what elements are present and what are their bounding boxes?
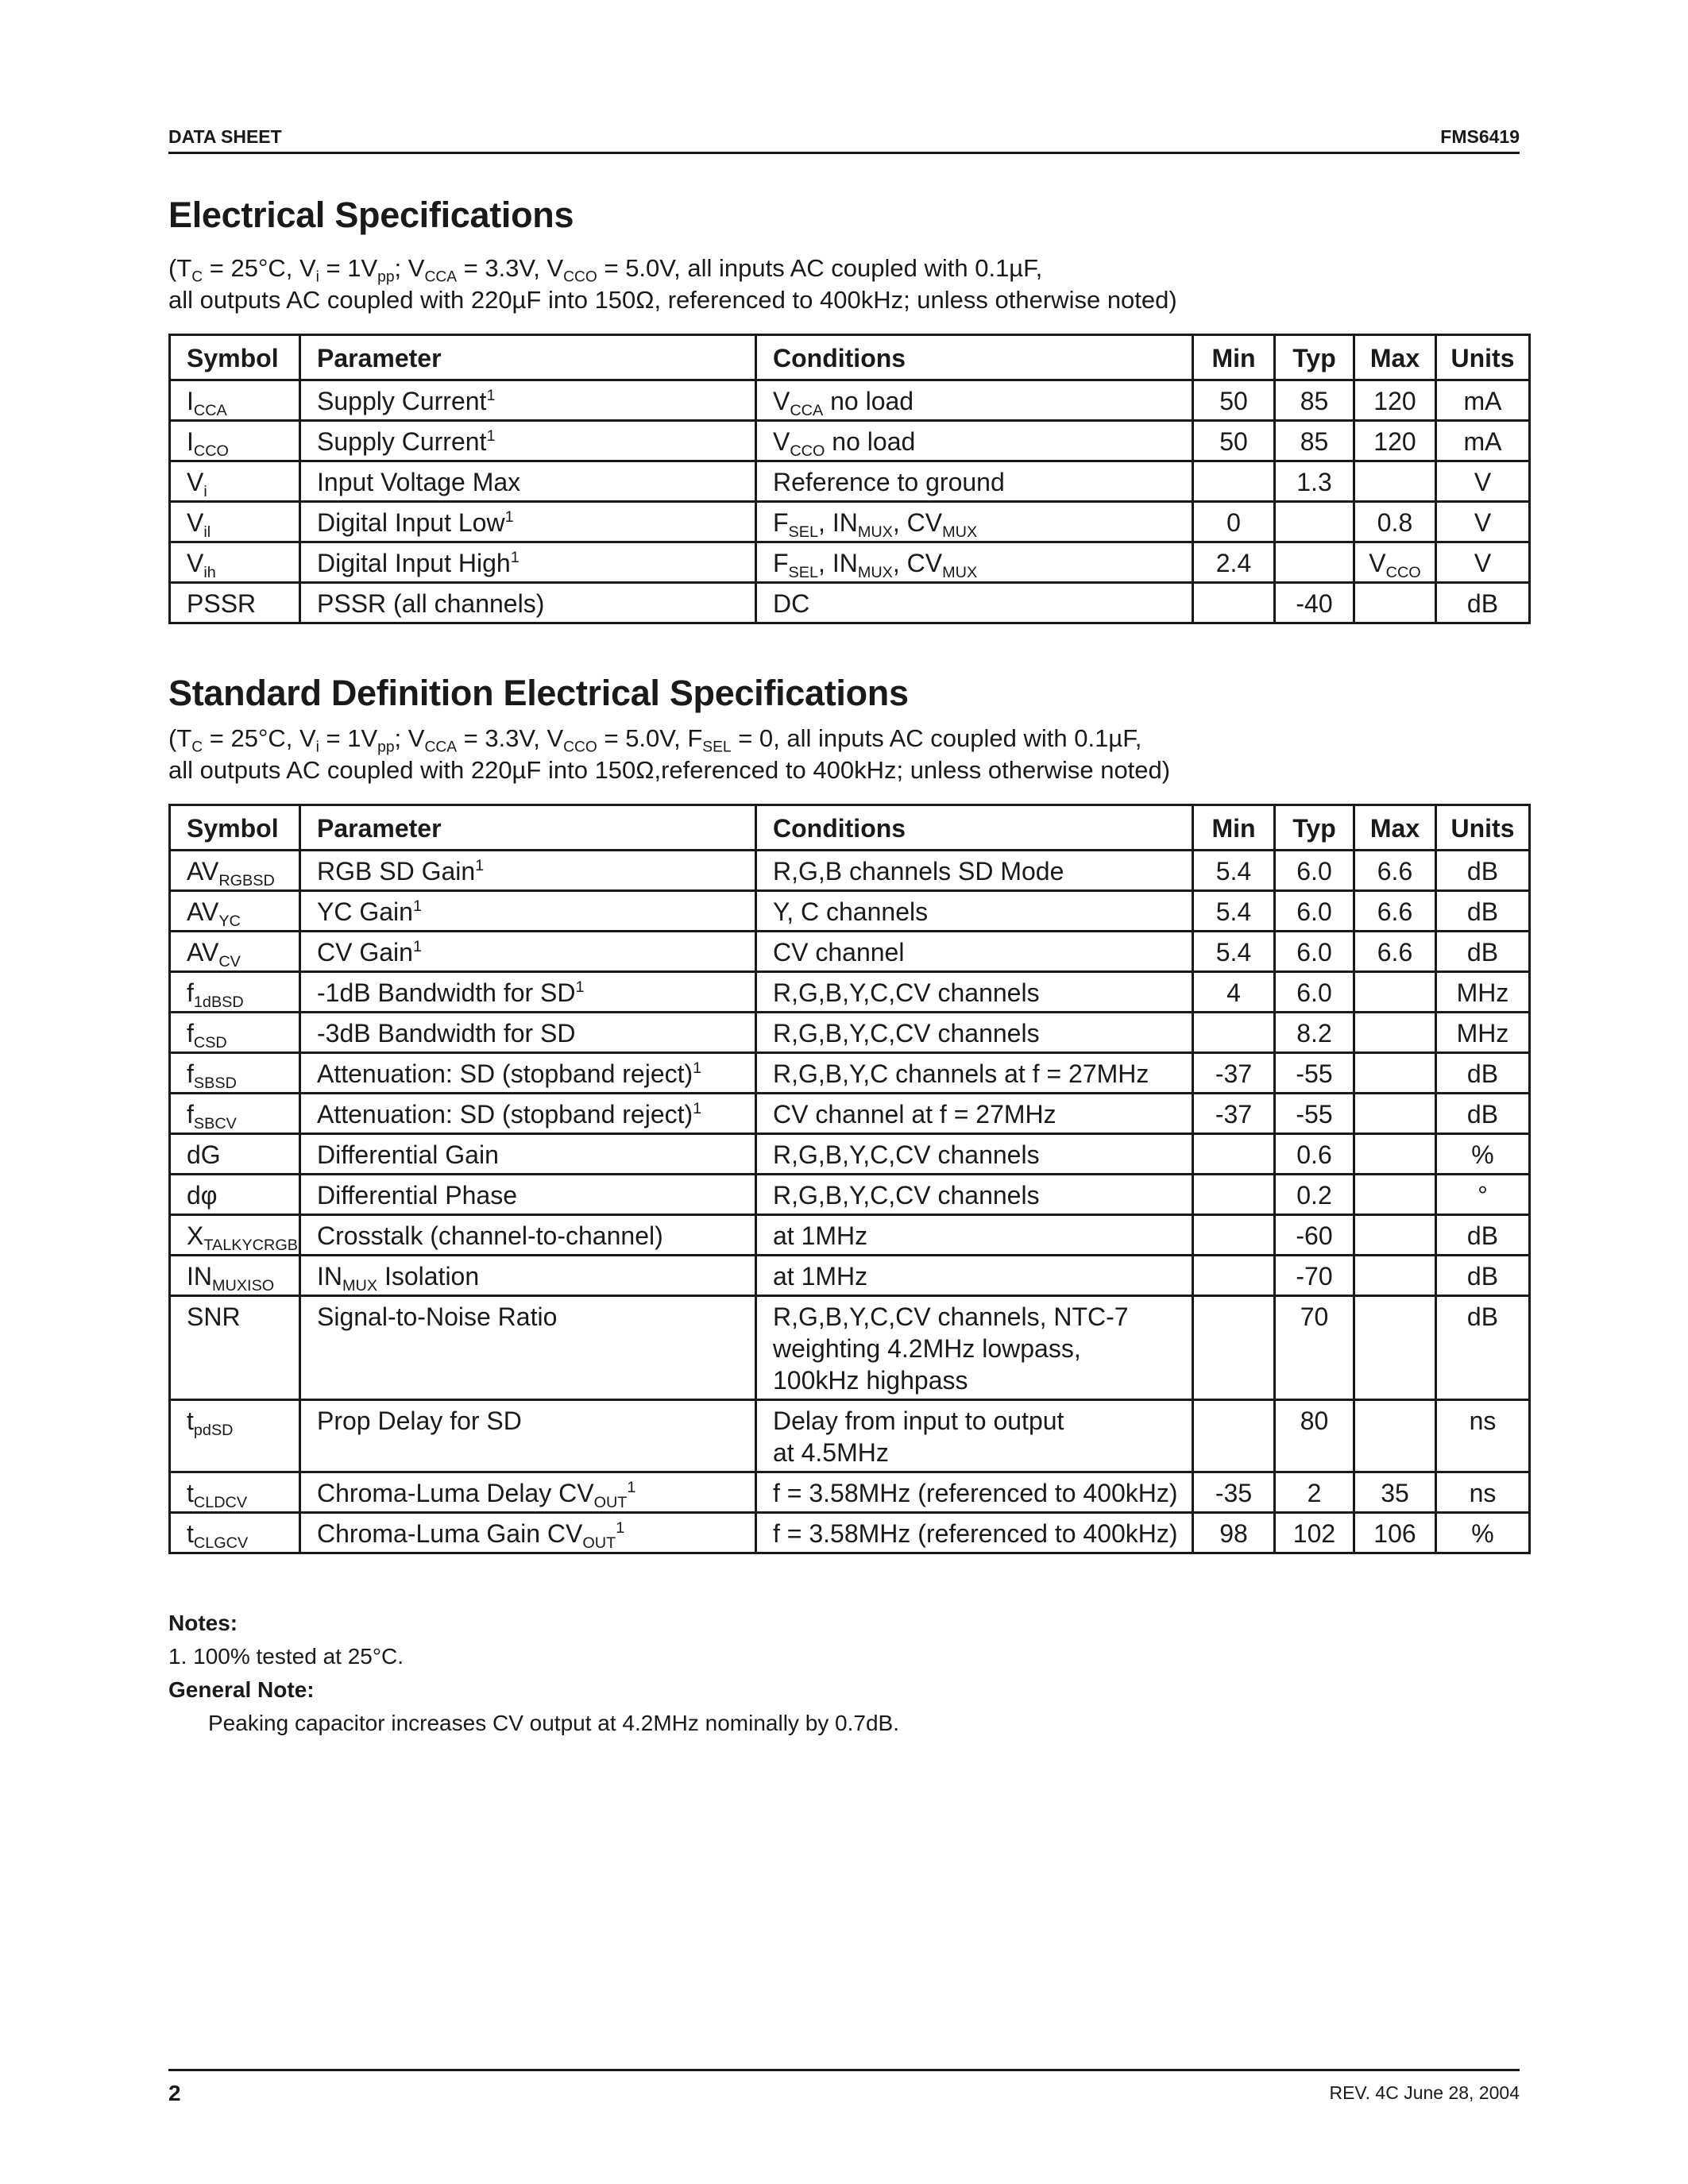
table-row: [170, 502, 1530, 542]
col-units: Units: [1436, 335, 1530, 380]
parameter-cell: PSSR (all channels): [300, 583, 756, 623]
parameter-cell: Chroma-Luma Delay $CV_{OUT}^1$: [300, 1472, 756, 1513]
min-cell: 50: [1193, 421, 1275, 461]
conditions-cell: Reference to ground: [756, 461, 1193, 502]
page-footer: [168, 2069, 1520, 2105]
section2-title: Standard Definition Electrical Specifications: [168, 673, 909, 713]
max-cell: 6.6: [1354, 891, 1436, 932]
col-parameter: Parameter: [300, 335, 756, 380]
symbol-cell: $X_{TALKYCRGB}$: [170, 1215, 300, 1256]
min-cell: [1193, 1296, 1275, 1400]
units-cell: dB: [1436, 851, 1530, 891]
max-cell: 6.6: [1354, 932, 1436, 972]
parameter-cell: Supply Current$^1$: [300, 380, 756, 421]
min-cell: -35: [1193, 1472, 1275, 1513]
units-cell: °: [1436, 1175, 1530, 1215]
parameter-cell: YC Gain$^1$: [300, 891, 756, 932]
table-row: [170, 1296, 1530, 1400]
units-cell: dB: [1436, 1256, 1530, 1296]
typ-cell: 85: [1275, 380, 1354, 421]
units-cell: dB: [1436, 1053, 1530, 1094]
typ-cell: -40: [1275, 583, 1354, 623]
units-cell: V: [1436, 461, 1530, 502]
conditions-cell: R,G,B,Y,C,CV channels: [756, 972, 1193, 1013]
max-cell: [1354, 1256, 1436, 1296]
min-cell: 5.4: [1193, 932, 1275, 972]
table-row: [170, 932, 1530, 972]
conditions-cell: R,G,B,Y,C,CV channels, NTC-7 weighting 4.2MHz lowpass, 100kHz highpass: [756, 1296, 1193, 1400]
section2-conditions: [168, 723, 1170, 786]
units-cell: %: [1436, 1134, 1530, 1175]
table-row: [170, 421, 1530, 461]
col-typ: Typ: [1275, 805, 1354, 851]
conditions-cell: CV channel at f = 27MHz: [756, 1094, 1193, 1134]
section1-title: Electrical Specifications: [168, 195, 574, 235]
min-cell: 5.4: [1193, 891, 1275, 932]
units-cell: dB: [1436, 583, 1530, 623]
conditions-cell: R,G,B,Y,C,CV channels: [756, 1134, 1193, 1175]
units-cell: mA: [1436, 380, 1530, 421]
conditions-cell: CV channel: [756, 932, 1193, 972]
conditions-cell: R,G,B,Y,C,CV channels: [756, 1175, 1193, 1215]
symbol-cell: $t_{CLDCV}$: [170, 1472, 300, 1513]
header-doc-type: DATA SHEET: [168, 126, 282, 147]
units-cell: MHz: [1436, 1013, 1530, 1053]
electrical-spec-table: [168, 334, 1531, 624]
symbol-cell: $AV_{CV}$: [170, 932, 300, 972]
typ-cell: -60: [1275, 1215, 1354, 1256]
table-header-row: [170, 335, 1530, 380]
col-max: Max: [1354, 335, 1436, 380]
max-cell: 106: [1354, 1513, 1436, 1553]
units-cell: V: [1436, 502, 1530, 542]
symbol-cell: $I_{CCO}$: [170, 421, 300, 461]
symbol-cell: dφ: [170, 1175, 300, 1215]
symbol-cell: $AV_{RGBSD}$: [170, 851, 300, 891]
units-cell: %: [1436, 1513, 1530, 1553]
min-cell: [1193, 1256, 1275, 1296]
max-cell: [1354, 1013, 1436, 1053]
table-row: [170, 1513, 1530, 1553]
table-row: [170, 542, 1530, 583]
typ-cell: 6.0: [1275, 851, 1354, 891]
max-cell: [1354, 972, 1436, 1013]
table-row: [170, 851, 1530, 891]
min-cell: -37: [1193, 1094, 1275, 1134]
min-cell: 4: [1193, 972, 1275, 1013]
min-cell: -37: [1193, 1053, 1275, 1094]
max-cell: 120: [1354, 380, 1436, 421]
max-cell: [1354, 461, 1436, 502]
min-cell: [1193, 1400, 1275, 1472]
symbol-cell: dG: [170, 1134, 300, 1175]
units-cell: ns: [1436, 1400, 1530, 1472]
typ-cell: 80: [1275, 1400, 1354, 1472]
table-row: [170, 1256, 1530, 1296]
parameter-cell: Prop Delay for SD: [300, 1400, 756, 1472]
max-cell: [1354, 1215, 1436, 1256]
parameter-cell: $IN_{MUX}$ Isolation: [300, 1256, 756, 1296]
table-row: [170, 972, 1530, 1013]
typ-cell: 102: [1275, 1513, 1354, 1553]
symbol-cell: PSSR: [170, 583, 300, 623]
col-max: Max: [1354, 805, 1436, 851]
max-cell: 6.6: [1354, 851, 1436, 891]
units-cell: V: [1436, 542, 1530, 583]
symbol-cell: $t_{pdSD}$: [170, 1400, 300, 1472]
typ-cell: 6.0: [1275, 932, 1354, 972]
conditions-cell: $V_{CCA}$ no load: [756, 380, 1193, 421]
revision-date: REV. 4C June 28, 2004: [1329, 2082, 1520, 2103]
units-cell: dB: [1436, 1094, 1530, 1134]
conditions-cell: f = 3.58MHz (referenced to 400kHz): [756, 1513, 1193, 1553]
typ-cell: -55: [1275, 1053, 1354, 1094]
symbol-cell: SNR: [170, 1296, 300, 1400]
min-cell: 2.4: [1193, 542, 1275, 583]
max-cell: 0.8: [1354, 502, 1436, 542]
symbol-cell: $t_{CLGCV}$: [170, 1513, 300, 1553]
parameter-cell: RGB SD Gain$^1$: [300, 851, 756, 891]
conditions-cell: Y, C channels: [756, 891, 1193, 932]
col-symbol: Symbol: [170, 335, 300, 380]
parameter-cell: Digital Input Low$^1$: [300, 502, 756, 542]
typ-cell: 2: [1275, 1472, 1354, 1513]
symbol-cell: $f_{1dBSD}$: [170, 972, 300, 1013]
max-cell: [1354, 1134, 1436, 1175]
symbol-cell: $V_i$: [170, 461, 300, 502]
parameter-cell: Digital Input High$^1$: [300, 542, 756, 583]
condition-line: all outputs AC coupled with 220µF into 150Ω,referenced to 400kHz; unless otherwise noted): [168, 756, 1171, 784]
col-units: Units: [1436, 805, 1530, 851]
table-row: [170, 1400, 1530, 1472]
typ-cell: [1275, 502, 1354, 542]
units-cell: ns: [1436, 1472, 1530, 1513]
symbol-cell: $f_{SBCV}$: [170, 1094, 300, 1134]
units-cell: dB: [1436, 1215, 1530, 1256]
parameter-cell: Differential Phase: [300, 1175, 756, 1215]
min-cell: 5.4: [1193, 851, 1275, 891]
col-typ: Typ: [1275, 335, 1354, 380]
page-number: 2: [168, 2081, 181, 2105]
parameter-cell: -1dB Bandwidth for $SD^1$: [300, 972, 756, 1013]
table-row: [170, 583, 1530, 623]
parameter-cell: Crosstalk (channel-to-channel): [300, 1215, 756, 1256]
conditions-cell: $F_{SEL}$, $IN_{MUX}$, $CV_{MUX}$: [756, 542, 1193, 583]
parameter-cell: Attenuation: SD (stopband reject)$^1$: [300, 1094, 756, 1134]
symbol-cell: $IN_{MUXISO}$: [170, 1256, 300, 1296]
max-cell: [1354, 1053, 1436, 1094]
symbol-cell: $f_{CSD}$: [170, 1013, 300, 1053]
typ-cell: 70: [1275, 1296, 1354, 1400]
max-cell: $V_{CCO}$: [1354, 542, 1436, 583]
typ-cell: [1275, 542, 1354, 583]
conditions-cell: R,G,B channels SD Mode: [756, 851, 1193, 891]
notes-title: Notes:: [168, 1611, 238, 1635]
max-cell: 35: [1354, 1472, 1436, 1513]
table-row: [170, 1134, 1530, 1175]
min-cell: [1193, 583, 1275, 623]
min-cell: [1193, 1175, 1275, 1215]
table-row: [170, 461, 1530, 502]
min-cell: [1193, 1215, 1275, 1256]
min-cell: 50: [1193, 380, 1275, 421]
typ-cell: 0.2: [1275, 1175, 1354, 1215]
conditions-cell: R,G,B,Y,C channels at f = 27MHz: [756, 1053, 1193, 1094]
max-cell: [1354, 1400, 1436, 1472]
table-row: [170, 1013, 1530, 1053]
condition-line: ($T_C = 25^\circ C$, $V_i = 1V_{pp}$; $V_{CCA} = 3.3V$, $V_{CCO} = 5.0V$, all inputs AC coupled with 0.1µF,: [168, 254, 1043, 286]
parameter-cell: Signal-to-Noise Ratio: [300, 1296, 756, 1400]
note-item: 1. 100% tested at 25°C.: [168, 1644, 404, 1669]
table-row: [170, 380, 1530, 421]
parameter-cell: Chroma-Luma Gain $CV_{OUT}^1$: [300, 1513, 756, 1553]
header-part-number: FMS6419: [1440, 126, 1520, 147]
sd-electrical-spec-table: [168, 804, 1531, 1554]
col-conditions: Conditions: [756, 805, 1193, 851]
max-cell: 120: [1354, 421, 1436, 461]
table-row: [170, 891, 1530, 932]
page-header: [168, 123, 1520, 154]
typ-cell: -55: [1275, 1094, 1354, 1134]
symbol-cell: $AV_{YC}$: [170, 891, 300, 932]
col-parameter: Parameter: [300, 805, 756, 851]
conditions-cell: $F_{SEL}$, $IN_{MUX}$, $CV_{MUX}$: [756, 502, 1193, 542]
units-cell: MHz: [1436, 972, 1530, 1013]
section1-conditions: [168, 253, 1177, 316]
condition-line: ($T_C = 25^\circ C$, $V_i = 1V_{pp}$; $V_{CCA} = 3.3V$, $V_{CCO} = 5.0V$, $F_{SEL} = 0$, all inputs AC coupled with 0.1µF,: [168, 724, 1142, 756]
min-cell: [1193, 1134, 1275, 1175]
max-cell: [1354, 583, 1436, 623]
col-symbol: Symbol: [170, 805, 300, 851]
units-cell: mA: [1436, 421, 1530, 461]
typ-cell: 1.3: [1275, 461, 1354, 502]
typ-cell: 0.6: [1275, 1134, 1354, 1175]
general-note-title: General Note:: [168, 1677, 315, 1702]
table-row: [170, 1053, 1530, 1094]
parameter-cell: Supply Current$^1$: [300, 421, 756, 461]
min-cell: 98: [1193, 1513, 1275, 1553]
table-row: [170, 1094, 1530, 1134]
table-row: [170, 1472, 1530, 1513]
col-conditions: Conditions: [756, 335, 1193, 380]
units-cell: dB: [1436, 1296, 1530, 1400]
symbol-cell: $f_{SBSD}$: [170, 1053, 300, 1094]
typ-cell: 8.2: [1275, 1013, 1354, 1053]
parameter-cell: Differential Gain: [300, 1134, 756, 1175]
col-min: Min: [1193, 335, 1275, 380]
conditions-cell: at 1MHz: [756, 1256, 1193, 1296]
notes-section: [168, 1607, 899, 1740]
parameter-cell: -3dB Bandwidth for SD: [300, 1013, 756, 1053]
table-row: [170, 1175, 1530, 1215]
units-cell: dB: [1436, 932, 1530, 972]
conditions-cell: R,G,B,Y,C,CV channels: [756, 1013, 1193, 1053]
max-cell: [1354, 1296, 1436, 1400]
symbol-cell: $V_{ih}$: [170, 542, 300, 583]
general-note-text: Peaking capacitor increases CV output at 4.2MHz nominally by 0.7dB.: [208, 1711, 900, 1735]
table-row: [170, 1215, 1530, 1256]
min-cell: [1193, 461, 1275, 502]
min-cell: [1193, 1013, 1275, 1053]
conditions-cell: DC: [756, 583, 1193, 623]
parameter-cell: CV Gain$^1$: [300, 932, 756, 972]
col-min: Min: [1193, 805, 1275, 851]
max-cell: [1354, 1175, 1436, 1215]
typ-cell: 6.0: [1275, 972, 1354, 1013]
conditions-cell: at 1MHz: [756, 1215, 1193, 1256]
condition-line: all outputs AC coupled with 220µF into 150Ω, referenced to 400kHz; unless otherwise noted): [168, 286, 1177, 314]
typ-cell: 6.0: [1275, 891, 1354, 932]
typ-cell: 85: [1275, 421, 1354, 461]
conditions-cell: f = 3.58MHz (referenced to 400kHz): [756, 1472, 1193, 1513]
units-cell: dB: [1436, 891, 1530, 932]
max-cell: [1354, 1094, 1436, 1134]
conditions-cell: $V_{CCO}$ no load: [756, 421, 1193, 461]
typ-cell: -70: [1275, 1256, 1354, 1296]
conditions-cell: Delay from input to output at 4.5MHz: [756, 1400, 1193, 1472]
symbol-cell: $I_{CCA}$: [170, 380, 300, 421]
parameter-cell: Attenuation: SD (stopband reject)$^1$: [300, 1053, 756, 1094]
min-cell: 0: [1193, 502, 1275, 542]
symbol-cell: $V_{il}$: [170, 502, 300, 542]
parameter-cell: Input Voltage Max: [300, 461, 756, 502]
table-header-row: [170, 805, 1530, 851]
